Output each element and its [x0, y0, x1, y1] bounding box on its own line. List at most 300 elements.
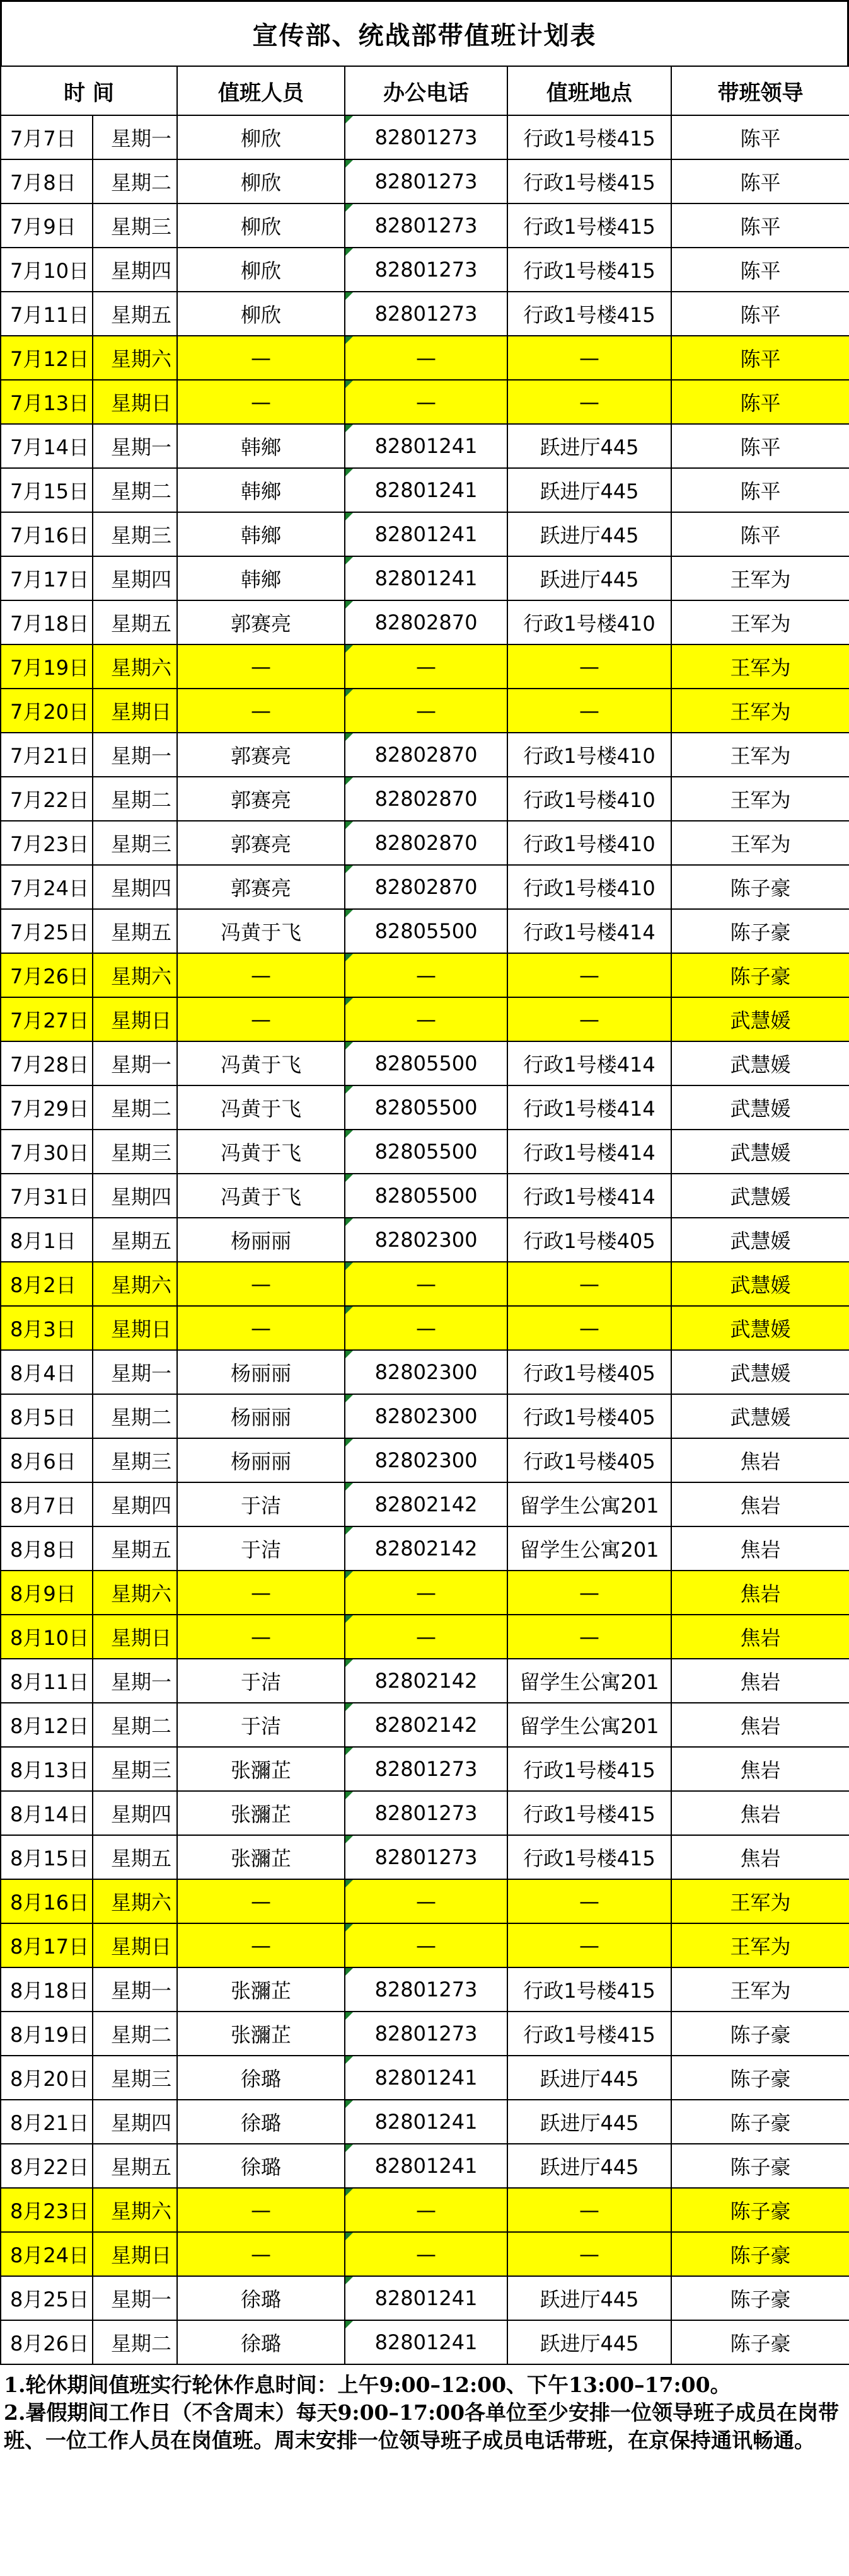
date-cell: 7月30日 [1, 1130, 93, 1174]
phone-cell: 82802300 [345, 1394, 507, 1438]
weekday-cell: 星期五 [93, 292, 177, 336]
person-cell: 徐璐 [177, 2276, 345, 2320]
date-cell: 8月19日 [1, 2012, 93, 2056]
weekday-cell: 星期四 [93, 1482, 177, 1526]
weekday-cell: 星期一 [93, 1967, 177, 2012]
phone-cell: 82802142 [345, 1703, 507, 1747]
phone-cell: — [345, 953, 507, 997]
weekday-cell: 星期二 [93, 2320, 177, 2364]
place-cell: 行政1号楼415 [507, 248, 671, 292]
table-row [1, 909, 849, 953]
phone-cell: 82801241 [345, 2100, 507, 2144]
leader-cell: 焦岩 [671, 1482, 849, 1526]
weekday-cell: 星期六 [93, 1571, 177, 1615]
person-cell: 郭赛亮 [177, 865, 345, 909]
phone-cell: — [345, 2232, 507, 2276]
duty-table [0, 66, 849, 2365]
date-cell: 8月21日 [1, 2100, 93, 2144]
place-cell: 跃进厅445 [507, 2056, 671, 2100]
date-cell: 8月9日 [1, 1571, 93, 1615]
header-phone: 办公电话 [345, 66, 507, 115]
table-row [1, 1174, 849, 1218]
place-cell: — [507, 1262, 671, 1306]
place-cell: — [507, 2188, 671, 2232]
person-cell: 张瀰芷 [177, 1835, 345, 1879]
place-cell: — [507, 953, 671, 997]
page-title: 宣传部、统战部带值班计划表 [0, 0, 849, 66]
table-row [1, 556, 849, 600]
weekday-cell: 星期日 [93, 689, 177, 733]
table-row [1, 248, 849, 292]
table-row [1, 1879, 849, 1923]
date-cell: 7月31日 [1, 1174, 93, 1218]
table-row [1, 2232, 849, 2276]
place-cell: 行政1号楼414 [507, 1041, 671, 1085]
weekday-cell: 星期三 [93, 1438, 177, 1482]
date-cell: 8月8日 [1, 1526, 93, 1571]
leader-cell: 陈平 [671, 248, 849, 292]
weekday-cell: 星期五 [93, 1526, 177, 1571]
leader-cell: 陈子豪 [671, 2144, 849, 2188]
phone-cell: 82802300 [345, 1438, 507, 1482]
date-cell: 7月18日 [1, 600, 93, 644]
leader-cell: 焦岩 [671, 1659, 849, 1703]
phone-cell: 82801241 [345, 2276, 507, 2320]
phone-cell: 82802142 [345, 1659, 507, 1703]
leader-cell: 焦岩 [671, 1747, 849, 1791]
person-cell: 杨丽丽 [177, 1438, 345, 1482]
date-cell: 8月1日 [1, 1218, 93, 1262]
leader-cell: 陈平 [671, 468, 849, 512]
place-cell: 行政1号楼415 [507, 1747, 671, 1791]
date-cell: 8月16日 [1, 1879, 93, 1923]
person-cell: 于洁 [177, 1659, 345, 1703]
date-cell: 7月23日 [1, 821, 93, 865]
weekday-cell: 星期五 [93, 2144, 177, 2188]
weekday-cell: 星期六 [93, 336, 177, 380]
table-row [1, 1350, 849, 1394]
leader-cell: 武慧媛 [671, 997, 849, 1041]
weekday-cell: 星期三 [93, 1130, 177, 1174]
notes [0, 2365, 849, 2454]
table-row [1, 1130, 849, 1174]
person-cell: — [177, 1923, 345, 1967]
place-cell: 行政1号楼415 [507, 2012, 671, 2056]
place-cell: 跃进厅445 [507, 468, 671, 512]
weekday-cell: 星期三 [93, 821, 177, 865]
person-cell: — [177, 997, 345, 1041]
person-cell: 韩鄉 [177, 512, 345, 556]
phone-cell: 82805500 [345, 1085, 507, 1130]
phone-cell: 82805500 [345, 909, 507, 953]
table-row [1, 2188, 849, 2232]
person-cell: 柳欣 [177, 115, 345, 159]
leader-cell: 武慧媛 [671, 1306, 849, 1350]
date-cell: 8月24日 [1, 2232, 93, 2276]
table-row [1, 733, 849, 777]
weekday-cell: 星期六 [93, 1879, 177, 1923]
person-cell: 于洁 [177, 1526, 345, 1571]
date-cell: 7月27日 [1, 997, 93, 1041]
person-cell: 冯黄于飞 [177, 1174, 345, 1218]
place-cell: — [507, 689, 671, 733]
place-cell: 跃进厅445 [507, 512, 671, 556]
weekday-cell: 星期一 [93, 2276, 177, 2320]
place-cell: — [507, 644, 671, 689]
leader-cell: 王军为 [671, 733, 849, 777]
table-row [1, 424, 849, 468]
phone-cell: 82801273 [345, 292, 507, 336]
person-cell: 冯黄于飞 [177, 1130, 345, 1174]
table-header-row [1, 66, 849, 115]
person-cell: 柳欣 [177, 248, 345, 292]
place-cell: 跃进厅445 [507, 2100, 671, 2144]
place-cell: 行政1号楼410 [507, 821, 671, 865]
table-row [1, 1747, 849, 1791]
table-row [1, 997, 849, 1041]
weekday-cell: 星期四 [93, 2100, 177, 2144]
leader-cell: 陈子豪 [671, 2232, 849, 2276]
weekday-cell: 星期五 [93, 1218, 177, 1262]
place-cell: 行政1号楼415 [507, 1791, 671, 1835]
place-cell: — [507, 1879, 671, 1923]
person-cell: — [177, 2188, 345, 2232]
place-cell: 行政1号楼414 [507, 1130, 671, 1174]
leader-cell: 王军为 [671, 689, 849, 733]
phone-cell: — [345, 1923, 507, 1967]
place-cell: 行政1号楼405 [507, 1438, 671, 1482]
table-row [1, 2100, 849, 2144]
date-cell: 8月11日 [1, 1659, 93, 1703]
leader-cell: 武慧媛 [671, 1394, 849, 1438]
weekday-cell: 星期五 [93, 909, 177, 953]
phone-cell: 82802870 [345, 777, 507, 821]
leader-cell: 陈子豪 [671, 2276, 849, 2320]
phone-cell: 82801273 [345, 115, 507, 159]
person-cell: — [177, 1262, 345, 1306]
weekday-cell: 星期二 [93, 1394, 177, 1438]
leader-cell: 武慧媛 [671, 1041, 849, 1085]
date-cell: 8月4日 [1, 1350, 93, 1394]
table-row [1, 2056, 849, 2100]
date-cell: 7月17日 [1, 556, 93, 600]
table-row [1, 1526, 849, 1571]
leader-cell: 焦岩 [671, 1571, 849, 1615]
weekday-cell: 星期二 [93, 777, 177, 821]
date-cell: 8月23日 [1, 2188, 93, 2232]
person-cell: — [177, 380, 345, 424]
weekday-cell: 星期四 [93, 248, 177, 292]
date-cell: 8月2日 [1, 1262, 93, 1306]
person-cell: 郭赛亮 [177, 821, 345, 865]
leader-cell: 武慧媛 [671, 1130, 849, 1174]
phone-cell: — [345, 689, 507, 733]
table-row [1, 2320, 849, 2364]
date-cell: 7月12日 [1, 336, 93, 380]
phone-cell: 82801273 [345, 1791, 507, 1835]
table-row [1, 1218, 849, 1262]
leader-cell: 王军为 [671, 1923, 849, 1967]
weekday-cell: 星期三 [93, 1747, 177, 1791]
phone-cell: 82802300 [345, 1218, 507, 1262]
phone-cell: 82801241 [345, 556, 507, 600]
phone-cell: 82801273 [345, 1835, 507, 1879]
date-cell: 7月11日 [1, 292, 93, 336]
place-cell: 行政1号楼415 [507, 203, 671, 248]
place-cell: 行政1号楼405 [507, 1350, 671, 1394]
date-cell: 7月14日 [1, 424, 93, 468]
leader-cell: 武慧媛 [671, 1218, 849, 1262]
weekday-cell: 星期二 [93, 1085, 177, 1130]
leader-cell: 陈子豪 [671, 2056, 849, 2100]
phone-cell: 82805500 [345, 1041, 507, 1085]
phone-cell: — [345, 1615, 507, 1659]
leader-cell: 武慧媛 [671, 1085, 849, 1130]
phone-cell: — [345, 2188, 507, 2232]
weekday-cell: 星期一 [93, 733, 177, 777]
table-row [1, 1571, 849, 1615]
place-cell: 行政1号楼410 [507, 733, 671, 777]
leader-cell: 陈子豪 [671, 953, 849, 997]
weekday-cell: 星期日 [93, 2232, 177, 2276]
person-cell: 柳欣 [177, 292, 345, 336]
phone-cell: — [345, 997, 507, 1041]
table-row [1, 1394, 849, 1438]
person-cell: 张瀰芷 [177, 1791, 345, 1835]
place-cell: 行政1号楼414 [507, 1085, 671, 1130]
phone-cell: — [345, 380, 507, 424]
person-cell: — [177, 336, 345, 380]
leader-cell: 陈子豪 [671, 2012, 849, 2056]
phone-cell: 82801273 [345, 248, 507, 292]
weekday-cell: 星期一 [93, 424, 177, 468]
place-cell: — [507, 1615, 671, 1659]
weekday-cell: 星期二 [93, 468, 177, 512]
leader-cell: 武慧媛 [671, 1350, 849, 1394]
person-cell: 徐璐 [177, 2320, 345, 2364]
place-cell: 行政1号楼415 [507, 1835, 671, 1879]
table-row [1, 1438, 849, 1482]
leader-cell: 焦岩 [671, 1438, 849, 1482]
leader-cell: 焦岩 [671, 1835, 849, 1879]
place-cell: — [507, 1571, 671, 1615]
leader-cell: 王军为 [671, 644, 849, 689]
weekday-cell: 星期日 [93, 380, 177, 424]
table-row [1, 380, 849, 424]
place-cell: 行政1号楼414 [507, 1174, 671, 1218]
weekday-cell: 星期三 [93, 203, 177, 248]
date-cell: 8月10日 [1, 1615, 93, 1659]
weekday-cell: 星期六 [93, 644, 177, 689]
date-cell: 8月13日 [1, 1747, 93, 1791]
table-row [1, 1791, 849, 1835]
person-cell: 郭赛亮 [177, 600, 345, 644]
date-cell: 7月21日 [1, 733, 93, 777]
leader-cell: 焦岩 [671, 1703, 849, 1747]
table-row [1, 159, 849, 203]
weekday-cell: 星期日 [93, 1306, 177, 1350]
phone-cell: 82802870 [345, 600, 507, 644]
phone-cell: 82801241 [345, 2056, 507, 2100]
phone-cell: — [345, 336, 507, 380]
person-cell: — [177, 1571, 345, 1615]
phone-cell: 82802870 [345, 733, 507, 777]
leader-cell: 陈平 [671, 336, 849, 380]
leader-cell: 陈平 [671, 159, 849, 203]
person-cell: 杨丽丽 [177, 1394, 345, 1438]
date-cell: 8月6日 [1, 1438, 93, 1482]
weekday-cell: 星期五 [93, 600, 177, 644]
table-row [1, 1703, 849, 1747]
weekday-cell: 星期三 [93, 2056, 177, 2100]
phone-cell: 82805500 [345, 1130, 507, 1174]
person-cell: 柳欣 [177, 203, 345, 248]
date-cell: 7月10日 [1, 248, 93, 292]
date-cell: 7月22日 [1, 777, 93, 821]
place-cell: 跃进厅445 [507, 2144, 671, 2188]
person-cell: — [177, 2232, 345, 2276]
phone-cell: 82802870 [345, 865, 507, 909]
weekday-cell: 星期四 [93, 865, 177, 909]
phone-cell: 82801241 [345, 512, 507, 556]
place-cell: 行政1号楼415 [507, 159, 671, 203]
phone-cell: — [345, 1306, 507, 1350]
note-2: 2.暑假期间工作日（不含周末）每天9:00–17:00各单位至少安排一位领导班子成员在岗带班、一位工作人员在岗值班。周末安排一位领导班子成员电话带班，在京保持通讯畅通。 [4, 2400, 840, 2453]
phone-cell: 82805500 [345, 1174, 507, 1218]
header-person: 值班人员 [177, 66, 345, 115]
date-cell: 7月7日 [1, 115, 93, 159]
table-row [1, 336, 849, 380]
person-cell: 柳欣 [177, 159, 345, 203]
leader-cell: 陈平 [671, 292, 849, 336]
person-cell: — [177, 953, 345, 997]
place-cell: — [507, 1306, 671, 1350]
weekday-cell: 星期日 [93, 1615, 177, 1659]
person-cell: 韩鄉 [177, 424, 345, 468]
person-cell: 于洁 [177, 1703, 345, 1747]
leader-cell: 陈平 [671, 203, 849, 248]
person-cell: 张瀰芷 [177, 2012, 345, 2056]
phone-cell: 82802142 [345, 1526, 507, 1571]
weekday-cell: 星期四 [93, 1174, 177, 1218]
phone-cell: — [345, 1879, 507, 1923]
phone-cell: 82801273 [345, 203, 507, 248]
date-cell: 7月15日 [1, 468, 93, 512]
leader-cell: 焦岩 [671, 1526, 849, 1571]
header-leader: 带班领导 [671, 66, 849, 115]
place-cell: 留学生公寓201 [507, 1482, 671, 1526]
place-cell: 行政1号楼415 [507, 115, 671, 159]
leader-cell: 武慧媛 [671, 1174, 849, 1218]
table-row [1, 600, 849, 644]
table-row [1, 203, 849, 248]
phone-cell: — [345, 644, 507, 689]
date-cell: 7月20日 [1, 689, 93, 733]
place-cell: — [507, 380, 671, 424]
phone-cell: 82802870 [345, 821, 507, 865]
person-cell: 冯黄于飞 [177, 909, 345, 953]
place-cell: 留学生公寓201 [507, 1659, 671, 1703]
date-cell: 8月3日 [1, 1306, 93, 1350]
person-cell: 冯黄于飞 [177, 1041, 345, 1085]
table-row [1, 1262, 849, 1306]
place-cell: — [507, 2232, 671, 2276]
person-cell: 郭赛亮 [177, 733, 345, 777]
place-cell: 跃进厅445 [507, 556, 671, 600]
place-cell: 跃进厅445 [507, 424, 671, 468]
weekday-cell: 星期六 [93, 1262, 177, 1306]
table-row [1, 644, 849, 689]
place-cell: — [507, 997, 671, 1041]
leader-cell: 陈子豪 [671, 865, 849, 909]
person-cell: 杨丽丽 [177, 1350, 345, 1394]
note-1: 1.轮休期间值班实行轮休作息时间：上午9:00–12:00、下午13:00–17:00。 [4, 2373, 731, 2397]
table-row [1, 1659, 849, 1703]
table-row [1, 1085, 849, 1130]
place-cell: 行政1号楼405 [507, 1218, 671, 1262]
place-cell: 留学生公寓201 [507, 1703, 671, 1747]
table-row [1, 1615, 849, 1659]
leader-cell: 武慧媛 [671, 1262, 849, 1306]
phone-cell: 82801241 [345, 468, 507, 512]
phone-cell: 82801273 [345, 1747, 507, 1791]
weekday-cell: 星期一 [93, 1350, 177, 1394]
place-cell: 行政1号楼410 [507, 865, 671, 909]
leader-cell: 陈平 [671, 424, 849, 468]
phone-cell: 82801273 [345, 159, 507, 203]
place-cell: 行政1号楼405 [507, 1394, 671, 1438]
table-row [1, 115, 849, 159]
leader-cell: 王军为 [671, 600, 849, 644]
person-cell: 徐璐 [177, 2100, 345, 2144]
weekday-cell: 星期二 [93, 2012, 177, 2056]
phone-cell: 82801273 [345, 2012, 507, 2056]
table-row [1, 468, 849, 512]
table-row [1, 865, 849, 909]
date-cell: 7月13日 [1, 380, 93, 424]
date-cell: 8月17日 [1, 1923, 93, 1967]
person-cell: 杨丽丽 [177, 1218, 345, 1262]
leader-cell: 陈平 [671, 115, 849, 159]
date-cell: 7月19日 [1, 644, 93, 689]
weekday-cell: 星期二 [93, 1703, 177, 1747]
place-cell: 跃进厅445 [507, 2276, 671, 2320]
person-cell: 张瀰芷 [177, 1747, 345, 1791]
leader-cell: 王军为 [671, 556, 849, 600]
table-row [1, 2144, 849, 2188]
date-cell: 7月8日 [1, 159, 93, 203]
date-cell: 7月26日 [1, 953, 93, 997]
date-cell: 7月25日 [1, 909, 93, 953]
table-row [1, 1482, 849, 1526]
table-row [1, 292, 849, 336]
phone-cell: 82801241 [345, 424, 507, 468]
table-row [1, 1923, 849, 1967]
person-cell: — [177, 1879, 345, 1923]
leader-cell: 陈平 [671, 380, 849, 424]
table-row [1, 821, 849, 865]
weekday-cell: 星期四 [93, 556, 177, 600]
leader-cell: 陈平 [671, 512, 849, 556]
person-cell: 韩鄉 [177, 468, 345, 512]
table-row [1, 689, 849, 733]
header-place: 值班地点 [507, 66, 671, 115]
table-row [1, 1967, 849, 2012]
header-time: 时 间 [1, 66, 177, 115]
leader-cell: 王军为 [671, 1967, 849, 2012]
phone-cell: — [345, 1571, 507, 1615]
person-cell: 张瀰芷 [177, 1967, 345, 2012]
